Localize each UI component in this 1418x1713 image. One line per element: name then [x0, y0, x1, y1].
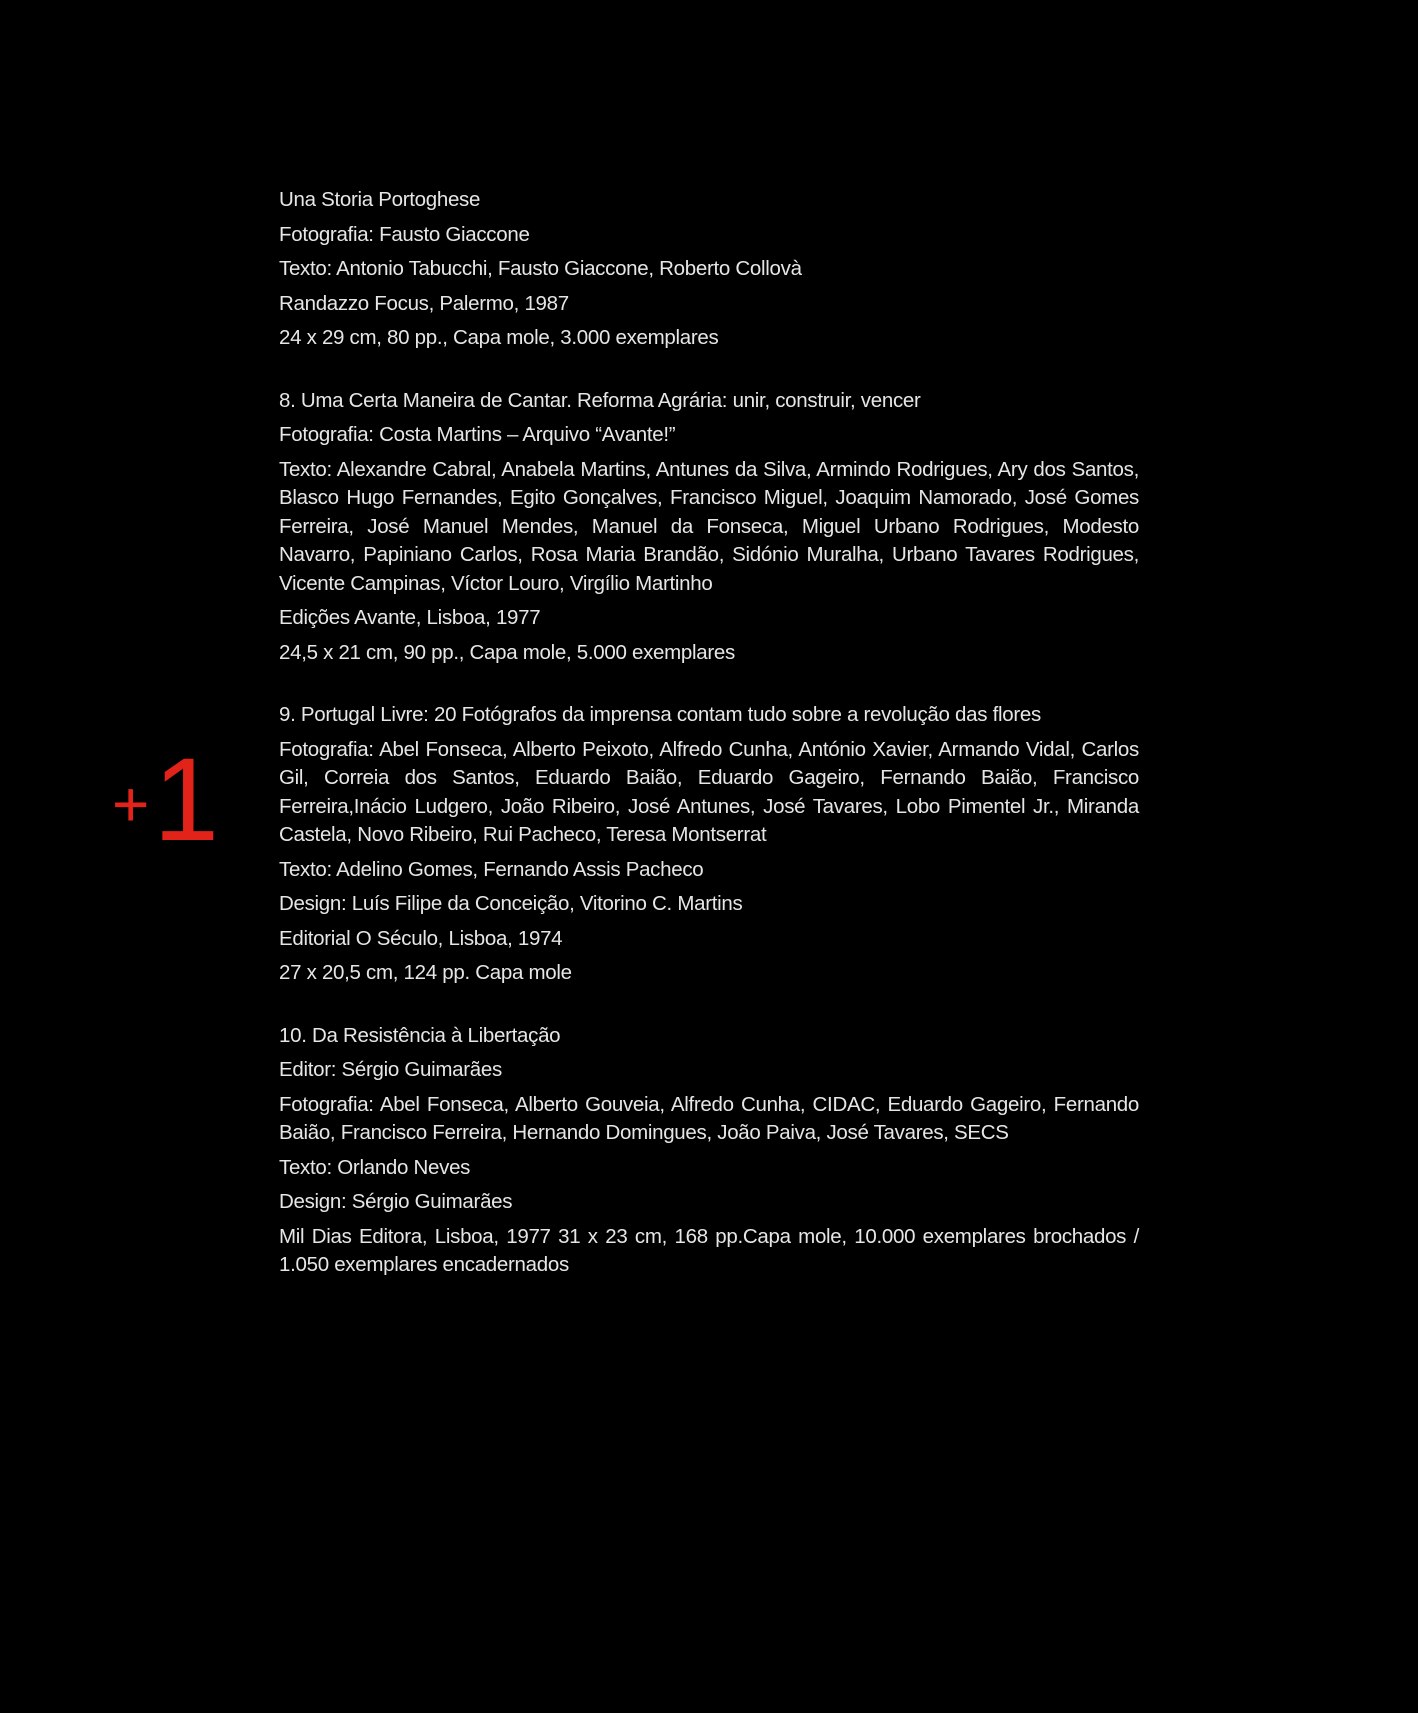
entry-design: Design: Luís Filipe da Conceição, Vitorino C. Martins — [279, 892, 743, 915]
bibliography-entry-8 — [279, 387, 1139, 668]
entry-editor: Editor: Sérgio Guimarães — [279, 1058, 502, 1081]
entry-design: Design: Sérgio Guimarães — [279, 1190, 513, 1213]
bibliography-list — [279, 186, 1139, 1314]
entry-publisher: Randazzo Focus, Palermo, 1987 — [279, 291, 569, 315]
entry-photography: Fotografia: Abel Fonseca, Alberto Gouveia, Alfredo Cunha, CIDAC, Eduardo Gageiro, Fernando Baião, Francisco Ferreira, Hernando Domingues, João Paiva, José Tavares, SECS — [279, 1092, 1139, 1144]
page-marker-plus: + — [112, 768, 150, 840]
entry-format: 24,5 x 21 cm, 90 pp., Capa mole, 5.000 exemplares — [279, 640, 735, 664]
entry-photography: Fotografia: Abel Fonseca, Alberto Peixoto, Alfredo Cunha, António Xavier, Armando Vidal, Carlos Gil, Correia dos Santos, Eduardo Baião, Eduardo Gageiro, Fernando Baião, Francisco Ferreira,Inácio Ludgero, João Ribeiro, José Antunes, José Tavares, Lobo Pimentel Jr., Miranda Castela, Novo Ribeiro, Rui Pacheco, Teresa Montserrat — [279, 737, 1139, 846]
entry-title: 10. Da Resistência à Libertação — [279, 1023, 561, 1047]
entry-text-authors: Texto: Alexandre Cabral, Anabela Martins, Antunes da Silva, Armindo Rodrigues, Ary dos Santos, Blasco Hugo Fernandes, Egito Gonçalves, Francisco Miguel, Joaquim Namorado, José Gomes Ferreira, José Manuel Mendes, Manuel da Fonseca, Miguel Urbano Rodrigues, Modesto Navarro, Papiniano Carlos, Rosa Maria Brandão, Sidónio Muralha, Urbano Tavares Rodrigues, Vicente Campinas, Víctor Louro, Virgílio Martinho — [279, 457, 1139, 595]
entry-text-authors: Texto: Adelino Gomes, Fernando Assis Pacheco — [279, 857, 704, 881]
entry-publisher: Edições Avante, Lisboa, 1977 — [279, 606, 541, 629]
page-marker-number: 1 — [153, 734, 218, 866]
entry-text-authors: Texto: Orlando Neves — [279, 1155, 471, 1179]
entry-title: 9. Portugal Livre: 20 Fotógrafos da imprensa contam tudo sobre a revolução das flores — [279, 703, 1041, 726]
entry-format: 24 x 29 cm, 80 pp., Capa mole, 3.000 exemplares — [279, 326, 719, 349]
entry-title: Una Storia Portoghese — [279, 188, 481, 211]
entry-text-authors: Texto: Antonio Tabucchi, Fausto Giaccone, Roberto Collovà — [279, 257, 802, 280]
entry-publisher-format: Mil Dias Editora, Lisboa, 1977 31 x 23 cm, 168 pp.Capa mole, 10.000 exemplares brochados / 1.050 exemplares encadernados — [279, 1224, 1139, 1276]
page-marker — [112, 734, 218, 866]
entry-format: 27 x 20,5 cm, 124 pp. Capa mole — [279, 961, 572, 984]
bibliography-entry-9 — [279, 701, 1139, 988]
entry-photography: Fotografia: Fausto Giaccone — [279, 222, 530, 246]
entry-title: 8. Uma Certa Maneira de Cantar. Reforma Agrária: unir, construir, vencer — [279, 388, 921, 412]
bibliography-entry-10 — [279, 1022, 1139, 1280]
bibliography-entry-una-storia — [279, 186, 1139, 353]
entry-publisher: Editorial O Século, Lisboa, 1974 — [279, 926, 563, 950]
entry-photography: Fotografia: Costa Martins – Arquivo “Avante!” — [279, 423, 676, 446]
